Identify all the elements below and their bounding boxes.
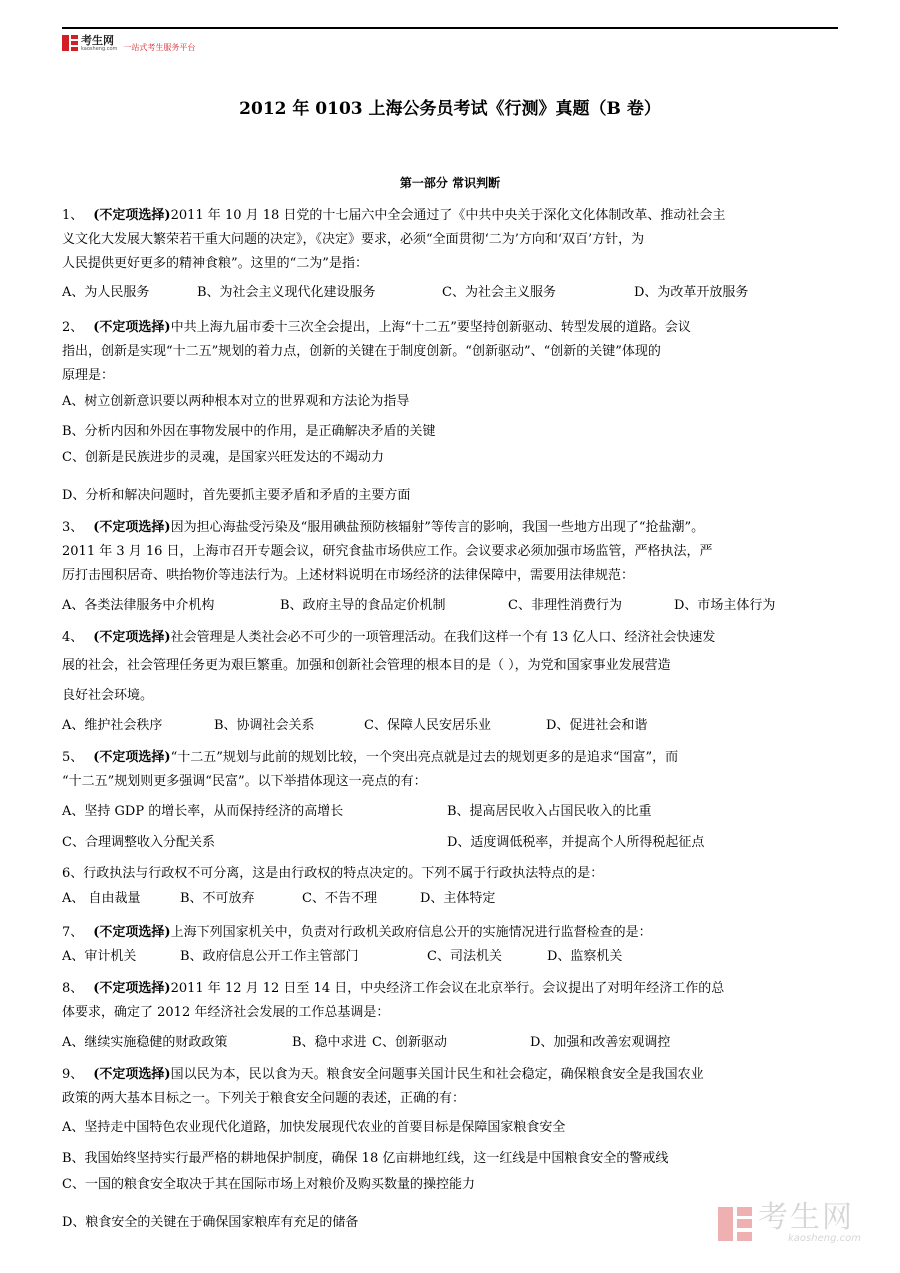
question-stem (62, 921, 652, 940)
kaosheng-logo-icon (62, 35, 78, 51)
option-item: D、为改革开放服务 (634, 285, 749, 300)
option-item: B、稳中求进 (292, 1035, 367, 1050)
option-item: A、为人民服务 (62, 285, 150, 300)
text-line: D、粮食安全的关键在于确保国家粮库有充足的储备 (62, 1215, 359, 1230)
question-stem (62, 977, 724, 996)
text-line: C、创新是民族进步的灵魂，是国家兴旺发达的不竭动力 (62, 450, 384, 465)
question-type-tag: (不定项选择) (93, 630, 171, 645)
question-text: “十二五”规划与此前的规划比较，一个突出亮点就是过去的规划更多的是追求“国富”，而 (170, 750, 679, 765)
option-item: B、为社会主义现代化建设服务 (197, 285, 376, 300)
question-type-tag: (不定项选择) (93, 981, 171, 996)
option-item: D、市场主体行为 (674, 598, 776, 613)
question-text: 2011 年 12 月 12 日至 14 日，中央经济工作会议在北京举行。会议提出了对明年经济工作的总 (170, 981, 725, 996)
option-item: C、不告不理 (302, 891, 377, 906)
option-item: C、为社会主义服务 (442, 285, 556, 300)
watermark (718, 1200, 861, 1244)
option-item: B、政府主导的食品定价机制 (280, 598, 446, 613)
text-line: 政策的两大基本目标之一。下列关于粮食安全问题的表述，正确的有： (62, 1091, 466, 1106)
option-item: D、促进社会和谐 (546, 718, 648, 733)
text-line: 人民提供更好更多的精神食粮”。这里的“二为”是指： (62, 256, 368, 271)
option-item: B、政府信息公开工作主管部门 (180, 949, 359, 964)
option-item: B、协调社会关系 (214, 718, 315, 733)
option-item: A、审计机关 (62, 949, 137, 964)
question-number: 9、 (62, 1067, 84, 1082)
question-stem (62, 316, 691, 335)
question-type-tag: (不定项选择) (93, 925, 171, 940)
option-item: D、适度调低税率，并提高个人所得税起征点 (447, 835, 705, 850)
option-item: A、维护社会秩序 (62, 718, 163, 733)
text-line: A、树立创新意识要以两种根本对立的世界观和方法论为指导 (62, 394, 410, 409)
logo-domain: kaosheng.com (81, 45, 118, 52)
question-number: 7、 (62, 925, 84, 940)
question-text: 社会管理是人类社会必不可少的一项管理活动。在我们这样一个有 13 亿人口、经济社会快速发 (170, 630, 716, 645)
text-line: 良好社会环境。 (62, 688, 154, 703)
question-number: 3、 (62, 520, 84, 535)
question-text: 上海下列国家机关中，负责对行政机关政府信息公开的实施情况进行监督检查的是： (170, 925, 652, 940)
text-line: 6、行政执法与行政权不可分离，这是由行政权的特点决定的。下列不属于行政执法特点的是： (62, 866, 604, 881)
option-item: C、保障人民安居乐业 (364, 718, 491, 733)
option-item: A、坚持 GDP 的增长率，从而保持经济的高增长 (62, 804, 344, 819)
text-line: C、一国的粮食安全取决于其在国际市场上对粮价及购买数量的操控能力 (62, 1177, 475, 1192)
header-rule (62, 27, 838, 29)
text-line: 义文化大发展大繁荣若干重大问题的决定》，《决定》要求，必须“全面贯彻‘二为’方向和‘双百’方针，为 (62, 232, 645, 247)
option-item: B、提高居民收入占国民收入的比重 (447, 804, 652, 819)
text-line: 指出，创新是实现“十二五”规划的着力点，创新的关键在于制度创新。“创新驱动”、“创新的关键”体现的 (62, 344, 661, 359)
text-line: 2011 年 3 月 16 日，上海市召开专题会议，研究食盐市场供应工作。会议要求必须加强市场监管，严格执法，严 (62, 544, 713, 559)
question-text: 2011 年 10 月 18 日党的十七届六中全会通过了《中共中央关于深化文化体制改革、推动社会主 (170, 208, 726, 223)
option-item: D、加强和改善宏观调控 (530, 1035, 671, 1050)
question-number: 4、 (62, 630, 84, 645)
logo-slogan: 一站式考生服务平台 (123, 42, 196, 52)
text-line: B、分析内因和外因在事物发展中的作用，是正确解决矛盾的关键 (62, 424, 436, 439)
text-line: 原理是： (62, 368, 115, 383)
site-logo[interactable] (62, 33, 195, 53)
document-title: 2012 年 0103 上海公务员考试《行测》真题（B 卷） (239, 99, 661, 119)
option-item: C、司法机关 (427, 949, 502, 964)
text-line: 展的社会，社会管理任务更为艰巨繁重。加强和创新社会管理的根本目的是（ ），为党和国家事业发展营造 (62, 658, 671, 673)
question-type-tag: (不定项选择) (93, 520, 171, 535)
watermark-domain: kaosheng.com (788, 1233, 861, 1244)
question-number: 5、 (62, 750, 84, 765)
logo-name: 考生网 (81, 33, 114, 47)
text-line: A、坚持走中国特色农业现代化道路，加快发展现代农业的首要目标是保障国家粮食安全 (62, 1120, 566, 1135)
question-number: 2、 (62, 320, 84, 335)
question-type-tag: (不定项选择) (93, 320, 171, 335)
question-number: 8、 (62, 981, 84, 996)
option-item: D、主体特定 (420, 891, 496, 906)
question-stem (62, 626, 715, 645)
text-line: D、分析和解决问题时，首先要抓主要矛盾和矛盾的主要方面 (62, 488, 411, 503)
text-line: 体要求，确定了 2012 年经济社会发展的工作总基调是： (62, 1005, 390, 1020)
option-item: D、监察机关 (547, 949, 623, 964)
option-item: C、非理性消费行为 (508, 598, 622, 613)
option-item: A、各类法律服务中介机构 (62, 598, 215, 613)
question-stem (62, 746, 678, 765)
question-text: 中共上海九届市委十三次全会提出，上海“十二五”要坚持创新驱动、转型发展的道路。会议 (170, 320, 691, 335)
option-item: A、继续实施稳健的财政政策 (62, 1035, 228, 1050)
question-type-tag: (不定项选择) (93, 1067, 171, 1082)
question-stem (62, 516, 704, 535)
kaosheng-watermark-icon (718, 1207, 752, 1241)
text-line: “十二五”规划则更多强调“民富”。以下举措体现这一亮点的有： (62, 774, 427, 789)
question-stem (62, 1063, 704, 1082)
question-type-tag: (不定项选择) (93, 208, 171, 223)
section-heading: 第一部分 常识判断 (399, 176, 501, 190)
text-line: 厉打击囤积居奇、哄抬物价等违法行为。上述材料说明在市场经济的法律保障中，需要用法律规范： (62, 568, 635, 583)
text-line: B、我国始终坚持实行最严格的耕地保护制度，确保 18 亿亩耕地红线，这一红线是中国粮食安全的警戒线 (62, 1151, 669, 1166)
question-text: 因为担心海盐受污染及“服用碘盐预防核辐射”等传言的影响，我国一些地方出现了“抢盐潮”。 (170, 520, 705, 535)
question-stem (62, 204, 725, 223)
question-text: 国以民为本，民以食为天。粮食安全问题事关国计民生和社会稳定，确保粮食安全是我国农业 (170, 1067, 704, 1082)
option-item: C、创新驱动 (372, 1035, 447, 1050)
question-number: 1、 (62, 208, 84, 223)
option-item: C、合理调整收入分配关系 (62, 835, 215, 850)
option-item: A、 自由裁量 (62, 891, 141, 906)
option-item: B、不可放弃 (180, 891, 255, 906)
question-type-tag: (不定项选择) (93, 750, 171, 765)
watermark-name: 考生网 (758, 1200, 854, 1235)
